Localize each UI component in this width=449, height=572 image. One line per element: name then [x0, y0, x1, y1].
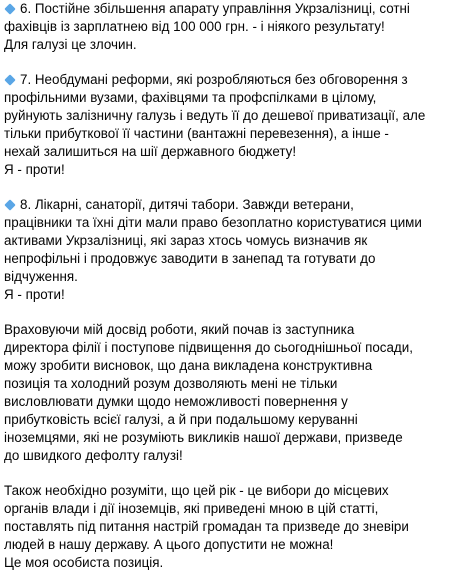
- paragraph-line: [4, 71, 445, 89]
- paragraph-line: Враховуючи мій досвід роботи, який почав із заступника: [4, 322, 355, 337]
- small-blue-diamond-icon: [4, 74, 15, 85]
- paragraph-line: активами Укрзалізниці, які зараз хтось чомусь визначив як: [4, 233, 368, 248]
- paragraph-line: відчуження.: [4, 269, 78, 284]
- paragraph-line: позиція та холодний розум дозволяють мені не тільки: [4, 376, 338, 391]
- paragraph-line: Також необхідно розуміти, що цей рік - це вибори до місцевих: [4, 483, 389, 498]
- paragraph-line: органів влади і дії іноземців, які приведені мною в цій статті,: [4, 501, 379, 516]
- paragraph-line: іноземцями, які не розуміють викликів нашої держави, призведе: [4, 430, 403, 445]
- paragraph-line: руйнують залізничну галузь і ведуть її до дешевої приватизації, але: [4, 108, 426, 123]
- paragraph-line: Для галузі це злочин.: [4, 37, 137, 52]
- paragraph-line: працівники та їхні діти мали право безоплатно користуватися цими: [4, 215, 422, 230]
- paragraph-line: непрофільні і продовжує заводити в занепад та готувати до: [4, 251, 376, 266]
- small-blue-diamond-icon: [4, 199, 15, 210]
- paragraph-line: Це моя особиста позиція.: [4, 555, 164, 570]
- post-paragraph-point-7: [4, 71, 445, 179]
- paragraph-line: [4, 0, 445, 18]
- paragraph-line: фахівців із зарплатнею від 100 000 грн. - і ніякого результату!: [4, 19, 385, 34]
- post-paragraph-point-8: [4, 196, 445, 304]
- paragraph-line-text: 7. Необдумані реформи, які розробляються без обговорення з: [20, 72, 408, 87]
- paragraph-line: прибутковість всієї галузі, а й при подальшому керуванні: [4, 412, 358, 427]
- paragraph-line: нехай залишиться на шії державного бюджету!: [4, 144, 297, 159]
- paragraph-line: Я - проти!: [4, 162, 65, 177]
- paragraph-line: висловлювати думки щодо неможливості повернення у: [4, 394, 348, 409]
- paragraph-line: можу зробити висновок, що дана викладена конструктивна: [4, 358, 373, 373]
- post-paragraph-experience: [4, 321, 445, 465]
- paragraph-line: людей в нашу державу. А цього допустити не можна!: [4, 537, 334, 552]
- paragraph-line: тільки прибуткової її частини (вантажні перевезення), а інше -: [4, 126, 389, 141]
- paragraph-line-text: 8. Лікарні, санаторії, дитячі табори. Завжди ветерани,: [20, 197, 354, 212]
- paragraph-line-text: 6. Постійне збільшення апарату управління Укрзалізниці, сотні: [20, 1, 410, 16]
- paragraph-line: [4, 196, 445, 214]
- paragraph-line: поставлять під питання настрій громадан та призведе до зневіри: [4, 519, 409, 534]
- post-paragraph-point-6: [4, 0, 445, 54]
- paragraph-line: директора філії і поступове підвищення до сьогоднішньої посади,: [4, 340, 413, 355]
- post-paragraph-conclusion: [4, 482, 445, 572]
- paragraph-line: до швидкого дефолту галузі!: [4, 448, 183, 463]
- paragraph-line: профільними вузами, фахівцями та профспілками в цілому,: [4, 90, 377, 105]
- paragraph-line: Я - проти!: [4, 287, 65, 302]
- small-blue-diamond-icon: [4, 3, 15, 14]
